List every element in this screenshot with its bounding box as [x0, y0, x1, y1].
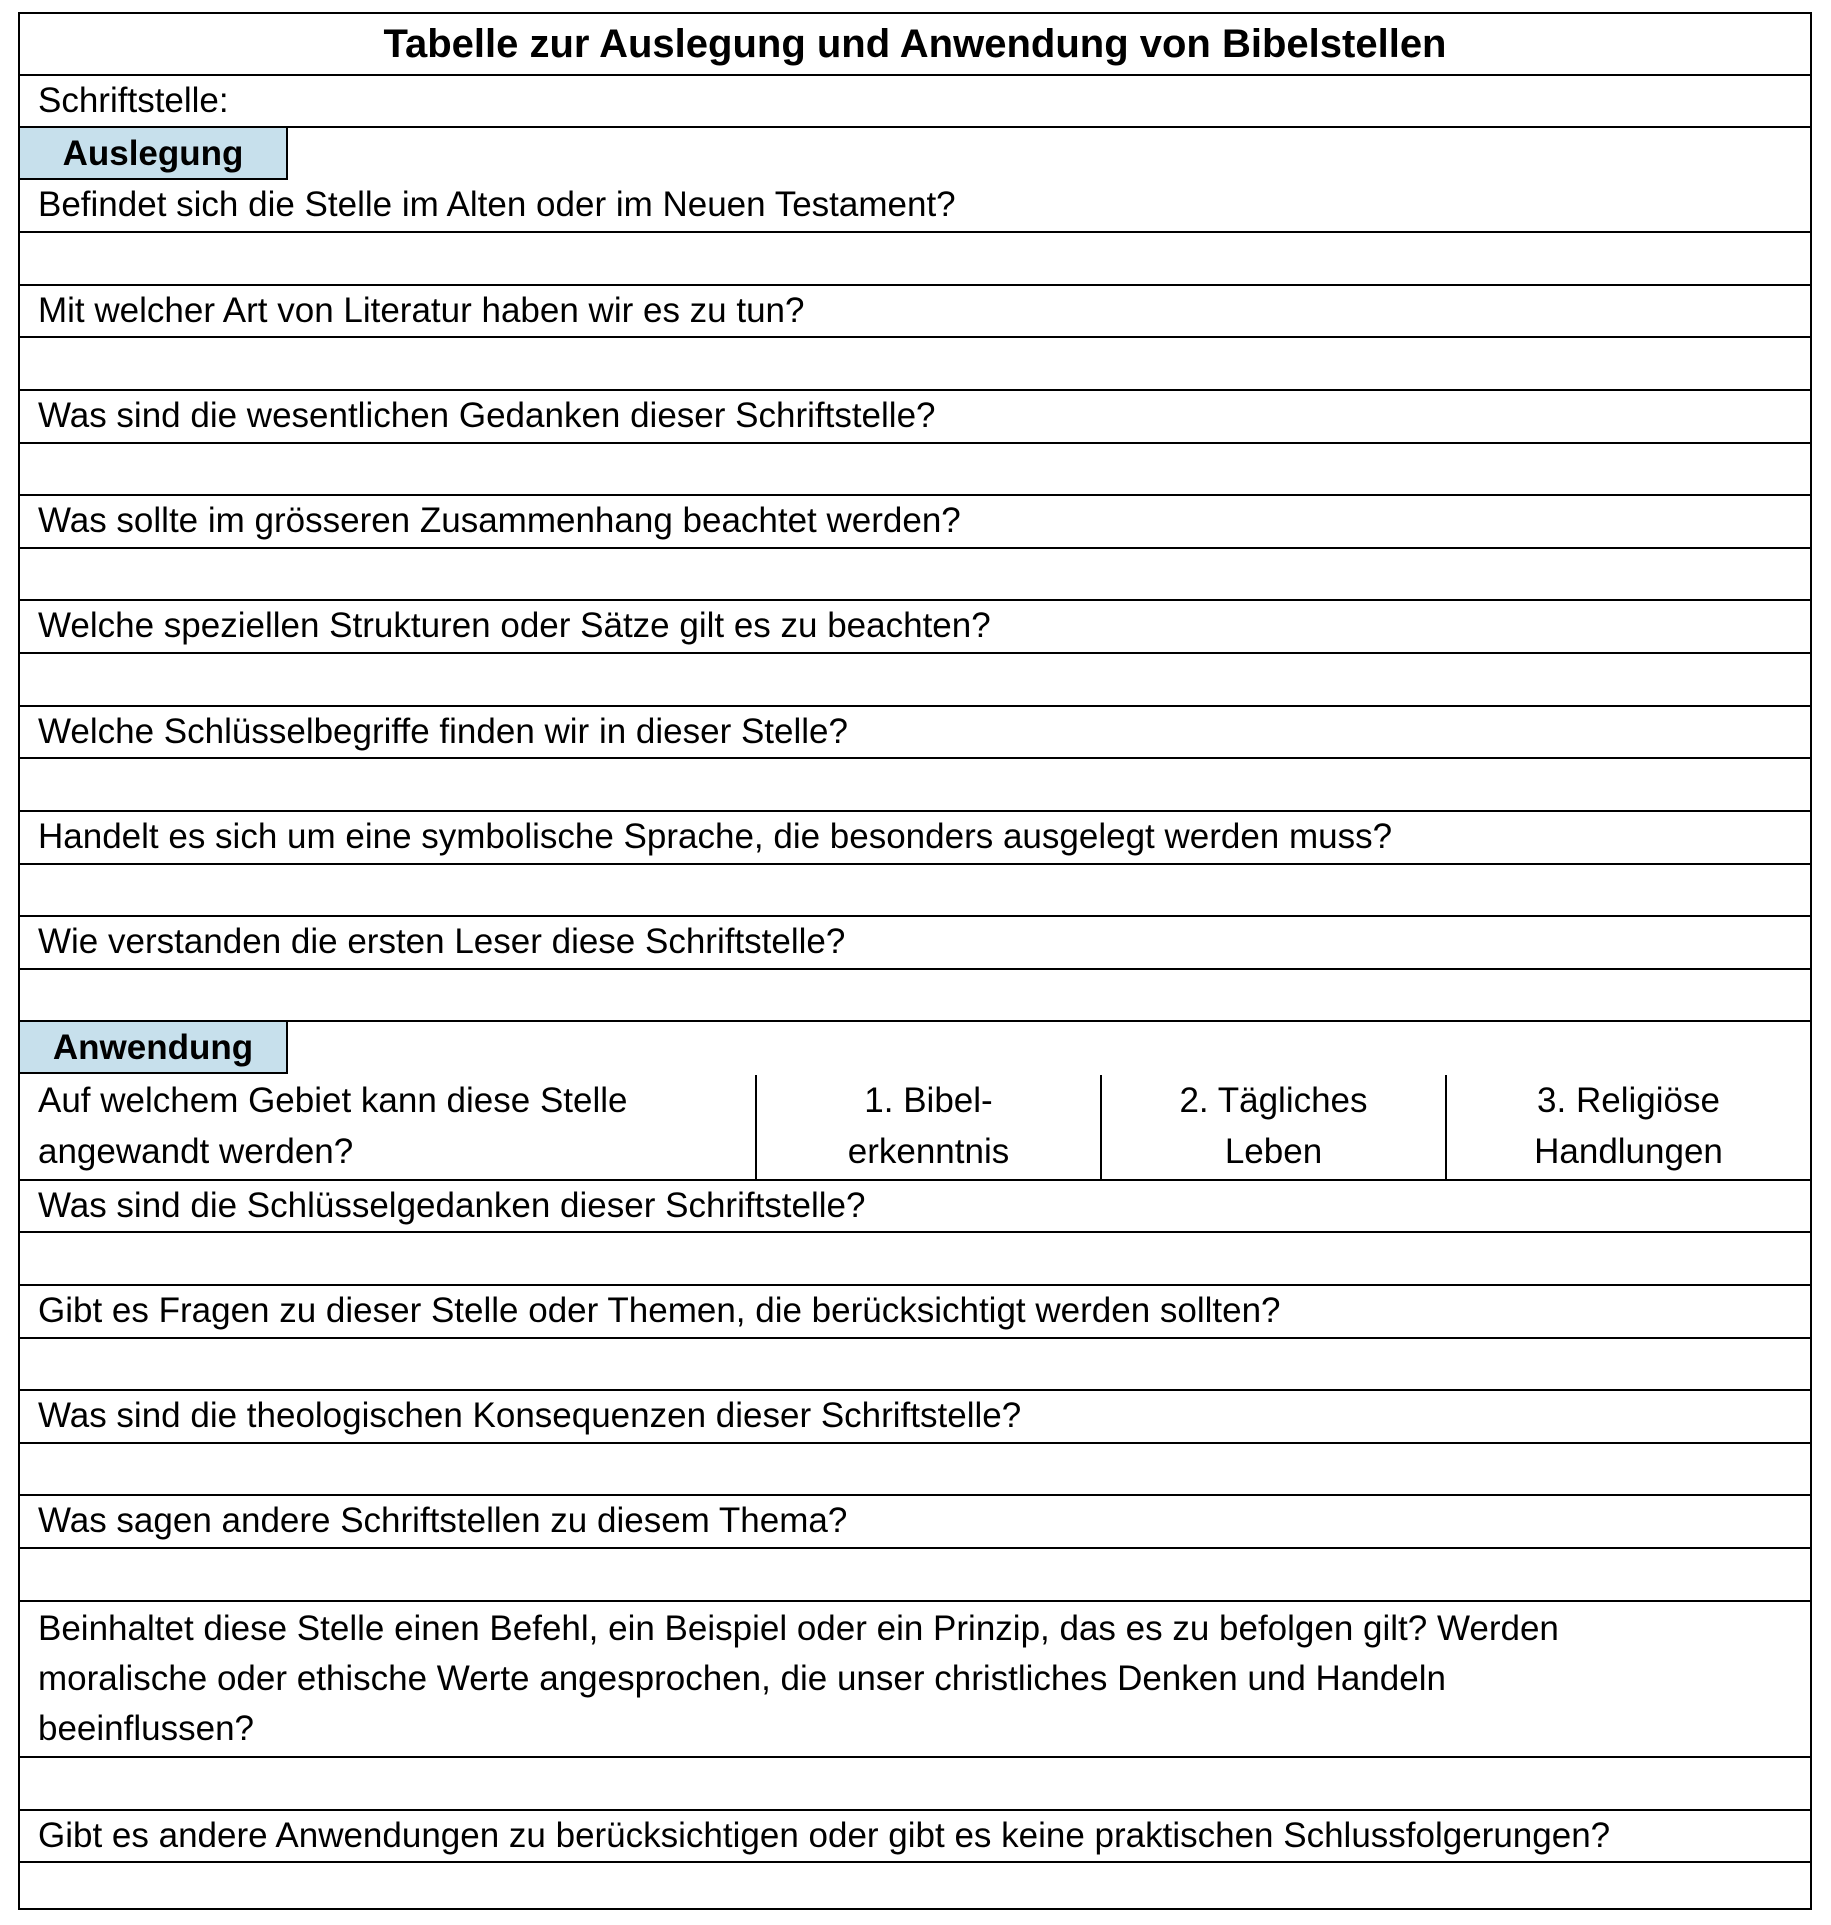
option-taegliches-leben[interactable] [1102, 1075, 1447, 1179]
question-row-long [20, 1602, 1810, 1758]
answer-field[interactable] [20, 1863, 1810, 1908]
answer-field[interactable] [20, 338, 1810, 391]
answer-field[interactable] [20, 1233, 1810, 1286]
question-row: Gibt es andere Anwendungen zu berücksichtigen oder gibt es keine praktischen Schlussfolgerungen? [20, 1811, 1810, 1863]
answer-field[interactable] [20, 865, 1810, 917]
gebiet-question [20, 1075, 757, 1179]
bible-study-table [18, 12, 1812, 1910]
table-title: Tabelle zur Auslegung und Anwendung von Bibelstellen [20, 14, 1810, 76]
question-row: Was sind die Schlüsselgedanken dieser Schriftstelle? [20, 1181, 1810, 1233]
answer-field[interactable] [20, 759, 1810, 812]
answer-field[interactable] [20, 1444, 1810, 1496]
option-bibelerkenntnis[interactable] [757, 1075, 1102, 1179]
gebiet-question-line: angewandt werden? [38, 1132, 354, 1171]
question-row: Gibt es Fragen zu dieser Stelle oder Themen, die berücksichtigt werden sollten? [20, 1286, 1810, 1339]
anwendung-section [20, 1022, 1810, 1075]
option-line: Handlungen [1534, 1132, 1723, 1171]
answer-field[interactable] [20, 654, 1810, 707]
answer-field[interactable] [20, 444, 1810, 496]
answer-field[interactable] [20, 1758, 1810, 1811]
question-line: beeinflussen? [38, 1709, 254, 1748]
anwendung-section-label: Anwendung [20, 1022, 288, 1074]
gebiet-question-line: Auf welchem Gebiet kann diese Stelle [38, 1081, 628, 1120]
question-row: Was sind die wesentlichen Gedanken dieser Schriftstelle? [20, 391, 1810, 444]
option-line: Leben [1224, 1132, 1323, 1171]
gebiet-row [20, 1075, 1810, 1181]
answer-field[interactable] [20, 1339, 1810, 1391]
option-line: 3. Religiöse [1537, 1081, 1720, 1120]
answer-field[interactable] [20, 233, 1810, 286]
question-row: Handelt es sich um eine symbolische Sprache, die besonders ausgelegt werden muss? [20, 812, 1810, 865]
auslegung-section-label: Auslegung [20, 128, 288, 180]
question-row: Welche Schlüsselbegriffe finden wir in dieser Stelle? [20, 707, 1810, 759]
question-line: Beinhaltet diese Stelle einen Befehl, ein Beispiel oder ein Prinzip, das es zu befolgen gilt? Werden [38, 1609, 1559, 1648]
auslegung-section [20, 128, 1810, 180]
question-row: Wie verstanden die ersten Leser diese Schriftstelle? [20, 917, 1810, 970]
schriftstelle-field[interactable]: Schriftstelle: [20, 76, 1810, 128]
question-row: Mit welcher Art von Literatur haben wir es zu tun? [20, 286, 1810, 338]
question-row: Was sagen andere Schriftstellen zu diesem Thema? [20, 1496, 1810, 1549]
option-religioese-handlungen[interactable] [1447, 1075, 1810, 1179]
option-line: 2. Tägliches [1179, 1081, 1368, 1120]
question-row: Befindet sich die Stelle im Alten oder im Neuen Testament? [20, 180, 1810, 233]
answer-field[interactable] [20, 549, 1810, 601]
question-row: Welche speziellen Strukturen oder Sätze gilt es zu beachten? [20, 601, 1810, 654]
option-line: erkenntnis [847, 1132, 1010, 1171]
question-row: Was sollte im grösseren Zusammenhang beachtet werden? [20, 496, 1810, 549]
question-row: Was sind die theologischen Konsequenzen dieser Schriftstelle? [20, 1391, 1810, 1444]
question-line: moralische oder ethische Werte angesprochen, die unser christliches Denken und Handeln [38, 1659, 1446, 1698]
answer-field[interactable] [20, 1549, 1810, 1602]
answer-field[interactable] [20, 970, 1810, 1022]
option-line: 1. Bibel- [864, 1081, 993, 1120]
